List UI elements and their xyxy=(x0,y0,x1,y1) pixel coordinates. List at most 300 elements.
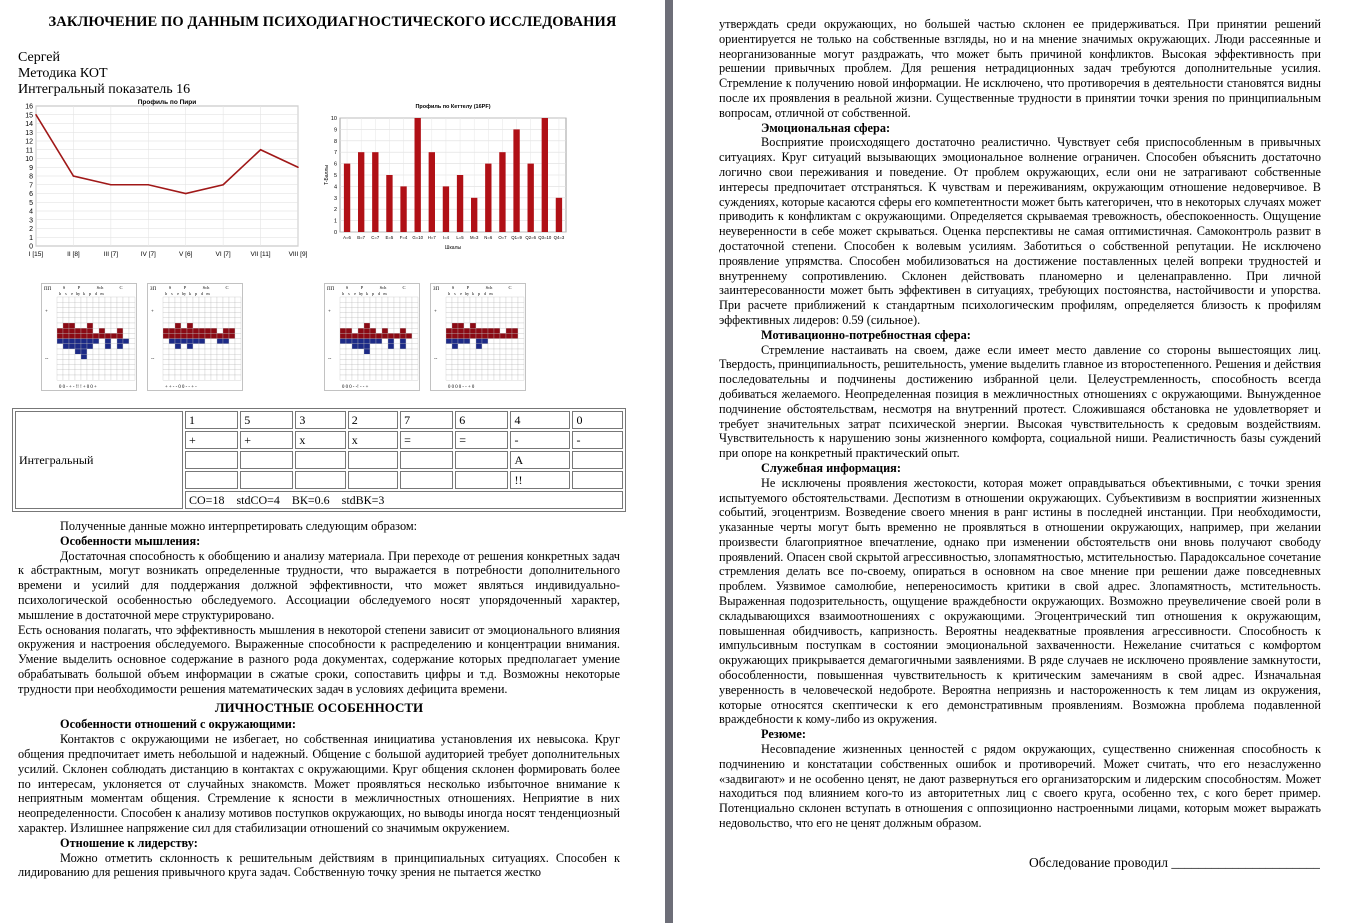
relations-paragraph: Контактов с окружающими не избегает, но собственная инициатива установления их невысока. Круг общения предпочитает иметь небольшой и надежный. Общение с большой аудиторией требует дополнительных усилий. Склонен соблюдать дистанцию в контактах с окружающими. Круг общения склонен формировать более по интересам, уклоняется от случайных знакомств. Может проявляться несколько избыточное внимание к неприятным моментам общения. Стремление к ясности в межличностных отношениях. Неприятие в них неопределенности. Способен к анализу мотивов поступков окружающих, но выводы иногда носят тенденциозный характер. Излишнее напряжение сил для стабилизации отношений со значимым окружением. xyxy=(18,732,620,835)
chart2-ytick: 7 xyxy=(333,150,337,157)
heatmap-cell xyxy=(506,307,512,312)
heatmap-cell xyxy=(123,344,129,349)
heatmap-cell xyxy=(464,344,470,349)
heatmap-col: e xyxy=(71,291,73,296)
heatmap-cell xyxy=(211,302,217,307)
heatmap-cell xyxy=(494,313,500,318)
chart1-title: Профиль по Пири xyxy=(137,99,197,106)
heatmap-cell xyxy=(370,328,376,333)
heatmap-cell xyxy=(111,328,117,333)
heatmap-cell xyxy=(223,344,229,349)
heatmap-cell xyxy=(169,297,175,302)
heatmap-cell xyxy=(205,354,211,359)
heatmap-cell xyxy=(518,349,524,354)
heatmap-cell xyxy=(99,359,105,364)
heatmap-cell xyxy=(494,302,500,307)
integral-summary: СО=18 stdCO=4 ВК=0.6 stdВК=3 xyxy=(185,491,623,509)
heatmap-cell xyxy=(181,318,187,323)
heatmap-cell xyxy=(163,370,169,375)
heatmap-cell xyxy=(63,302,69,307)
heatmap-cell xyxy=(458,313,464,318)
heatmap-result-row: + + - - 0 0 - - + - xyxy=(165,385,197,391)
heatmap-cell xyxy=(506,323,512,328)
chart1-ytick: 12 xyxy=(25,138,33,146)
heatmap-cell xyxy=(199,318,205,323)
heatmap-cell xyxy=(235,375,241,380)
chart1-point xyxy=(35,114,37,116)
heatmap-cell xyxy=(452,375,458,380)
heatmap-cell xyxy=(376,302,382,307)
heatmap-cell xyxy=(394,307,400,312)
heatmap-cell xyxy=(506,365,512,370)
heatmap-cell xyxy=(69,359,75,364)
heatmap-cell xyxy=(400,344,406,349)
heatmap-cell xyxy=(446,344,452,349)
heatmap-cell xyxy=(340,323,346,328)
heatmap-cell xyxy=(105,354,111,359)
heatmap-cell xyxy=(193,349,199,354)
integral-cell xyxy=(455,471,508,489)
heatmap-cell xyxy=(87,323,93,328)
heatmap-cell xyxy=(235,318,241,323)
heatmap-cell xyxy=(394,333,400,338)
heatmap-group: Sch xyxy=(379,285,387,290)
heatmap-cell xyxy=(394,323,400,328)
heatmap-col: p xyxy=(88,291,92,296)
heatmap-cell xyxy=(199,297,205,302)
heatmap-cell xyxy=(340,302,346,307)
heatmap-cell xyxy=(57,339,63,344)
thinking-paragraph-2: Есть основания полагать, что эффективность мышления в некоторой степени зависит от эмоционального влияния окружения и настроения обследуемого. Выраженные способности к распределению и концентрации внимания. Умение выделить основное содержание в разного рода документах, содержание которых предполагает умение обрабатывать большой объем информации в сжатые сроки, сопоставить цифры и т.д. Возможны некоторые трудности при необходимости решения математических задач в условиях дефицита времени. xyxy=(18,622,620,696)
heatmap-cell xyxy=(93,354,99,359)
chart2-bar xyxy=(528,164,534,232)
heatmap-cell xyxy=(175,323,181,328)
heatmap-cell xyxy=(105,365,111,370)
heatmap-label: ПП xyxy=(44,287,52,292)
heatmap-cell xyxy=(406,365,412,370)
heatmap-cell xyxy=(482,323,488,328)
heatmap-cell xyxy=(187,370,193,375)
heatmap-cell xyxy=(340,313,346,318)
heatmap-cell xyxy=(458,307,464,312)
heatmap-cell xyxy=(111,354,117,359)
heatmap-cell xyxy=(446,375,452,380)
heatmap-col: d xyxy=(94,291,98,296)
heatmap-cell xyxy=(470,323,476,328)
heatmap-cell xyxy=(99,349,105,354)
heatmap-cell xyxy=(358,354,364,359)
heatmap-cell xyxy=(412,328,418,333)
heatmap-cell xyxy=(211,375,217,380)
heatmap-cell xyxy=(464,323,470,328)
chart2-xtick: Q4=3 xyxy=(553,235,565,240)
heatmap-cell xyxy=(117,344,123,349)
heatmap-cell xyxy=(181,307,187,312)
heatmap-cell xyxy=(358,307,364,312)
heatmap-cell xyxy=(181,359,187,364)
heatmap-cell xyxy=(111,359,117,364)
chart1-point xyxy=(222,184,224,186)
heatmap-cell xyxy=(476,328,482,333)
heatmap-cell xyxy=(81,307,87,312)
heatmap-col: m xyxy=(100,291,104,296)
heatmap-cell xyxy=(470,307,476,312)
heatmap-cell xyxy=(235,349,241,354)
heatmap-cell xyxy=(352,370,358,375)
heatmap-cell xyxy=(358,375,364,380)
heatmap-cell xyxy=(217,354,223,359)
heatmap-cell xyxy=(229,307,235,312)
page-gap xyxy=(665,0,673,923)
heatmap-cell xyxy=(223,297,229,302)
heatmap-cell xyxy=(117,365,123,370)
heatmap-cell xyxy=(506,313,512,318)
heatmap-cell xyxy=(446,370,452,375)
heatmap-cell xyxy=(452,323,458,328)
heatmap-cell xyxy=(163,302,169,307)
heatmap-cell xyxy=(75,354,81,359)
heatmap-cell xyxy=(217,375,223,380)
heatmap-cell xyxy=(388,365,394,370)
heatmap-cell xyxy=(205,318,211,323)
heatmap-cell xyxy=(476,307,482,312)
heatmap-cell xyxy=(470,302,476,307)
heatmap-cell xyxy=(93,349,99,354)
heatmap-cell xyxy=(175,307,181,312)
heatmap-cell xyxy=(364,365,370,370)
heatmap-group: P xyxy=(77,285,81,290)
heatmap-cell xyxy=(500,302,506,307)
chart2-bar xyxy=(386,175,392,232)
heatmap-cell xyxy=(105,359,111,364)
chart1-ytick: 0 xyxy=(29,243,33,251)
heatmap-cell xyxy=(205,339,211,344)
heatmap-cell xyxy=(458,349,464,354)
heatmap-cell xyxy=(235,333,241,338)
heatmap-cell xyxy=(229,333,235,338)
heatmap-cell xyxy=(199,323,205,328)
heatmap-col: m xyxy=(489,291,493,296)
integral-cell: + xyxy=(185,431,238,449)
heatmap-cell xyxy=(163,354,169,359)
chart2-xtick: N=6 xyxy=(484,235,493,240)
emotion-heading: Эмоциональная сфера: xyxy=(761,120,891,135)
heatmap-cell xyxy=(217,313,223,318)
heatmap-cell xyxy=(458,297,464,302)
heatmap-cell xyxy=(63,344,69,349)
heatmap-cell xyxy=(346,344,352,349)
heatmap-cell xyxy=(358,333,364,338)
heatmap-cell xyxy=(81,370,87,375)
heatmap-cell xyxy=(512,328,518,333)
heatmap-cell xyxy=(93,297,99,302)
heatmap-cell xyxy=(476,359,482,364)
heatmap-cell xyxy=(446,354,452,359)
heatmap-cell xyxy=(494,318,500,323)
heatmap-cell xyxy=(458,354,464,359)
heatmap-cell xyxy=(364,359,370,364)
heatmap-cell xyxy=(205,370,211,375)
heatmap-cell xyxy=(364,297,370,302)
heatmap-cell xyxy=(518,354,524,359)
heatmap-cell xyxy=(458,318,464,323)
heatmap-cell xyxy=(518,370,524,375)
heatmap-cell xyxy=(105,344,111,349)
heatmap-cell xyxy=(223,359,229,364)
heatmap-cell xyxy=(452,307,458,312)
heatmap-cell xyxy=(123,359,129,364)
heatmap-group: P xyxy=(360,285,364,290)
chart1-ytick: 8 xyxy=(29,173,33,181)
heatmap-cell xyxy=(193,375,199,380)
heatmap-cell xyxy=(211,344,217,349)
heatmap-cell xyxy=(364,307,370,312)
piri-profile-chart xyxy=(14,96,308,264)
heatmap-cell xyxy=(340,333,346,338)
heatmap-group: S xyxy=(168,285,172,290)
heatmap-cell xyxy=(87,328,93,333)
heatmap-cell xyxy=(217,333,223,338)
integral-cell xyxy=(185,471,238,489)
heatmap-cell xyxy=(111,339,117,344)
heatmap-cell xyxy=(123,349,129,354)
heatmap-cell xyxy=(81,333,87,338)
heatmap-cell xyxy=(406,302,412,307)
heatmap-cell xyxy=(111,344,117,349)
heatmap-result-row: 0 0 0 0 - - + 0 xyxy=(448,385,475,391)
heatmap-cell xyxy=(352,375,358,380)
heatmap-cell xyxy=(400,302,406,307)
chart2-xtick: F=4 xyxy=(399,235,408,240)
heatmap-cell xyxy=(181,302,187,307)
heatmap-cell xyxy=(111,297,117,302)
heatmap-cell xyxy=(175,354,181,359)
heatmap-cell xyxy=(111,313,117,318)
heatmap-cell xyxy=(211,313,217,318)
heatmap-cell xyxy=(111,365,117,370)
heatmap-cell xyxy=(394,302,400,307)
heatmap-cell xyxy=(181,328,187,333)
heatmap-cell xyxy=(181,375,187,380)
heatmap-cell xyxy=(464,307,470,312)
chart1-point xyxy=(185,193,187,195)
heatmap-cell xyxy=(506,370,512,375)
heatmap-cell xyxy=(340,344,346,349)
heatmap-cell xyxy=(205,307,211,312)
heatmap-cell xyxy=(229,359,235,364)
chart2-bar xyxy=(400,186,406,232)
heatmap-group: Sch xyxy=(96,285,104,290)
heatmap-cell xyxy=(482,313,488,318)
heatmap-cell xyxy=(99,365,105,370)
heatmap-cell xyxy=(129,339,135,344)
heatmap-cell xyxy=(117,313,123,318)
heatmap-cell xyxy=(217,365,223,370)
heatmap-cell xyxy=(63,307,69,312)
heatmap-cell xyxy=(187,333,193,338)
heatmap-cell xyxy=(229,328,235,333)
heatmap-col: hy xyxy=(181,291,187,296)
heatmap-cell xyxy=(217,344,223,349)
integral-cell: 7 xyxy=(400,411,453,429)
heatmap-cell xyxy=(446,323,452,328)
heatmap-cell xyxy=(340,370,346,375)
heatmap-cell xyxy=(81,349,87,354)
integral-cell: 0 xyxy=(572,411,623,429)
heatmap-cell xyxy=(187,349,193,354)
heatmap-cell xyxy=(229,318,235,323)
heatmap-cell xyxy=(163,328,169,333)
heatmap-col: s xyxy=(171,291,173,296)
heatmap-cell xyxy=(211,359,217,364)
chart2-ytick: 3 xyxy=(333,195,337,202)
heatmap-cell xyxy=(75,307,81,312)
heatmap-cell xyxy=(346,354,352,359)
chart1-point xyxy=(147,184,149,186)
heatmap-cell xyxy=(400,359,406,364)
heatmap-cell xyxy=(211,349,217,354)
heatmap-cell xyxy=(181,370,187,375)
heatmap-cell xyxy=(458,365,464,370)
heatmap-cell xyxy=(400,297,406,302)
heatmap-cell xyxy=(394,354,400,359)
heatmap-cell xyxy=(223,349,229,354)
heatmap-cell xyxy=(181,297,187,302)
heatmap-cell xyxy=(364,339,370,344)
chart2-xtick: M=3 xyxy=(469,235,479,240)
heatmap-cell xyxy=(382,370,388,375)
heatmap-cell xyxy=(370,318,376,323)
heatmap-cell xyxy=(205,359,211,364)
heatmap-cell xyxy=(488,339,494,344)
heatmap-cell xyxy=(476,302,482,307)
heatmap-cell xyxy=(370,344,376,349)
heatmap-cell xyxy=(235,359,241,364)
heatmap-cell xyxy=(406,375,412,380)
heatmap-cell xyxy=(105,297,111,302)
heatmap-cell xyxy=(482,370,488,375)
chart2-xtick: E=5 xyxy=(385,235,394,240)
heatmap-cell xyxy=(340,359,346,364)
chart2-bar xyxy=(358,152,364,232)
chart1-ytick: 10 xyxy=(25,156,33,163)
summary-heading: Резюме: xyxy=(761,727,806,742)
heatmap-cell xyxy=(476,318,482,323)
chart2-ylabel: T-Баллы xyxy=(324,165,330,185)
heatmap-col: e xyxy=(177,291,179,296)
heatmap-cell xyxy=(175,365,181,370)
heatmap-cell xyxy=(494,333,500,338)
heatmap-cell xyxy=(111,370,117,375)
heatmap-cell xyxy=(464,297,470,302)
heatmap-cell xyxy=(494,370,500,375)
heatmap-cell xyxy=(69,318,75,323)
heatmap-cell xyxy=(211,365,217,370)
heatmap-cell xyxy=(512,375,518,380)
heatmap-cell xyxy=(500,370,506,375)
heatmap-cell xyxy=(494,339,500,344)
heatmap-cell xyxy=(476,370,482,375)
heatmap-cell xyxy=(352,328,358,333)
heatmap-cell xyxy=(358,344,364,349)
heatmap-col: e xyxy=(354,291,356,296)
heatmap-cell xyxy=(181,354,187,359)
heatmap-cell xyxy=(187,302,193,307)
heatmap-cell xyxy=(75,344,81,349)
chart2-xtick: C=7 xyxy=(371,235,380,240)
heatmap-cell xyxy=(364,313,370,318)
heatmap-cell xyxy=(69,313,75,318)
heatmap-cell xyxy=(57,323,63,328)
heatmap-cell xyxy=(163,318,169,323)
chart1-point xyxy=(297,166,299,168)
heatmap-cell xyxy=(500,297,506,302)
heatmap-cell xyxy=(500,307,506,312)
heatmap-cell xyxy=(75,370,81,375)
heatmap-cell xyxy=(111,302,117,307)
chart1-ytick: 1 xyxy=(29,234,33,242)
heatmap-cell xyxy=(99,339,105,344)
heatmap-cell xyxy=(199,354,205,359)
heatmap-cell xyxy=(111,323,117,328)
heatmap-cell xyxy=(187,297,193,302)
heatmap-cell xyxy=(199,302,205,307)
heatmap-cell xyxy=(388,323,394,328)
chart1-xtick: VI [7] xyxy=(215,251,231,258)
heatmap-cell xyxy=(488,307,494,312)
heatmap-cell xyxy=(346,365,352,370)
heatmap-cell xyxy=(370,349,376,354)
heatmap-cell xyxy=(412,339,418,344)
heatmap-cell xyxy=(93,328,99,333)
heatmap-cell xyxy=(181,349,187,354)
heatmap-cell xyxy=(117,349,123,354)
heatmap-1 xyxy=(41,283,137,391)
heatmap-cell xyxy=(193,328,199,333)
heatmap-cell xyxy=(512,370,518,375)
heatmap-cell xyxy=(406,318,412,323)
heatmap-cell xyxy=(229,323,235,328)
heatmap-cell xyxy=(69,307,75,312)
chart2-bar xyxy=(485,164,491,232)
heatmap-cell xyxy=(193,354,199,359)
heatmap-cell xyxy=(117,323,123,328)
heatmap-cell xyxy=(506,333,512,338)
integral-cell: 5 xyxy=(240,411,293,429)
heatmap-cell xyxy=(223,333,229,338)
heatmap-cell xyxy=(57,333,63,338)
heatmap-cell xyxy=(81,313,87,318)
heatmap-cell xyxy=(69,323,75,328)
heatmap-cell xyxy=(358,323,364,328)
heatmap-cell xyxy=(187,375,193,380)
heatmap-group: S xyxy=(345,285,349,290)
heatmap-cell xyxy=(376,297,382,302)
heatmap-cell xyxy=(494,328,500,333)
heatmap-cell xyxy=(69,354,75,359)
heatmap-group: Sch xyxy=(485,285,493,290)
heatmap-cell xyxy=(93,323,99,328)
heatmap-cell xyxy=(63,297,69,302)
heatmap-cell xyxy=(464,318,470,323)
heatmap-cell xyxy=(340,297,346,302)
heatmap-cell xyxy=(163,349,169,354)
heatmap-cell xyxy=(346,339,352,344)
heatmap-cell xyxy=(99,344,105,349)
heatmap-cell xyxy=(63,349,69,354)
heatmap-cell xyxy=(129,344,135,349)
heatmap-cell xyxy=(129,370,135,375)
